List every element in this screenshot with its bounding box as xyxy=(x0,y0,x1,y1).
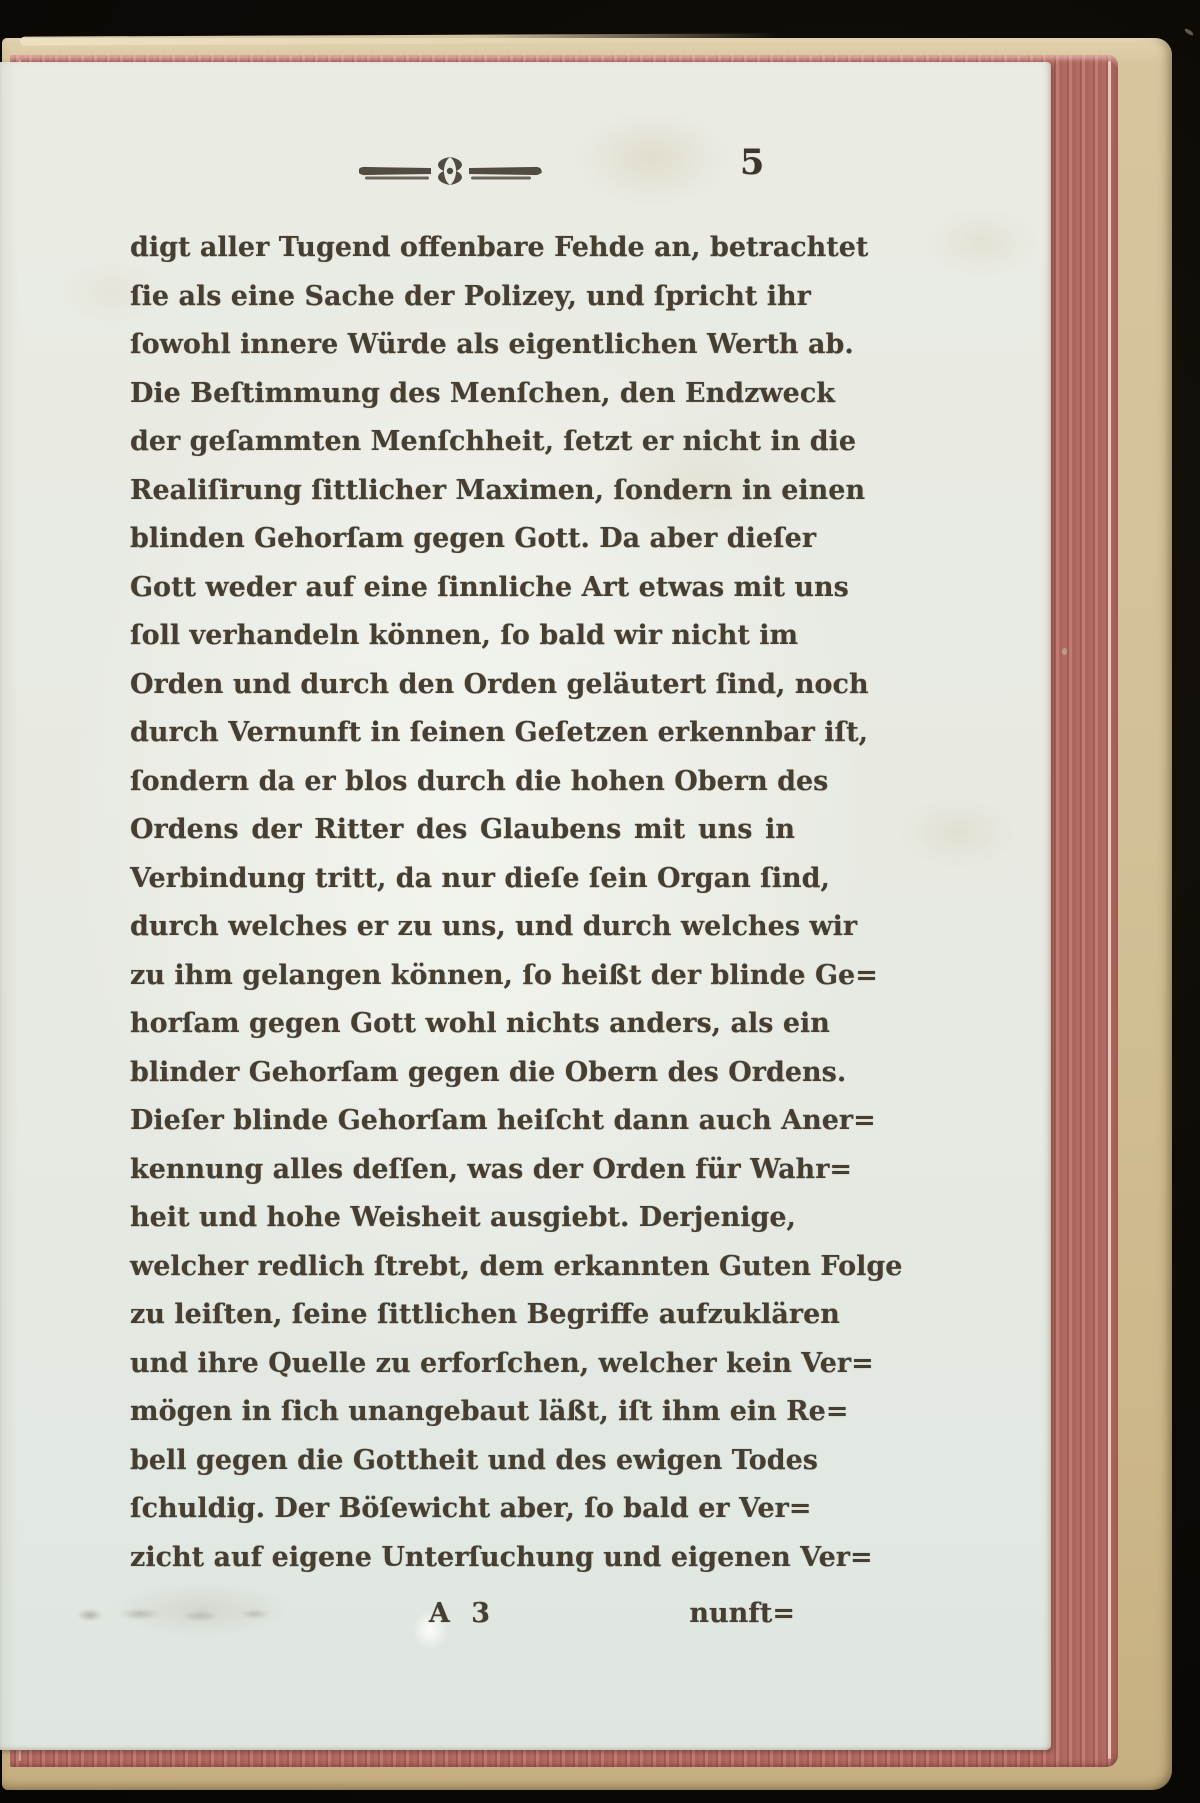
catchword: nunft= xyxy=(689,1598,795,1629)
body-text-line: Verbindung tritt, da nur dieſe ſein Organ ſind, xyxy=(130,862,830,894)
body-text-line: Dieſer blinde Gehorſam heiſcht dann auch Aner= xyxy=(130,1105,876,1136)
body-text-line: digt aller Tugend offenbare Fehde an, betrachtet xyxy=(130,232,869,263)
page-header xyxy=(0,142,1050,216)
body-text-line: zu ihm gelangen können, ſo heißt der blinde Ge= xyxy=(130,959,878,991)
body-text-line: mögen in ſich unangebaut läßt, iſt ihm ein Re= xyxy=(130,1396,849,1427)
body-text-line: ſowohl innere Würde als eigentlichen Werth ab. xyxy=(130,329,854,360)
body-text-line: und ihre Quelle zu erforſchen, welcher kein Ver= xyxy=(130,1347,874,1379)
body-text-line: durch welches er zu uns, und durch welches wir xyxy=(130,911,858,942)
body-text-line: zicht auf eigene Unterſuchung und eigenen Ver= xyxy=(130,1541,873,1573)
body-text-line: durch Vernunft in ſeinen Geſetzen erkennbar iſt, xyxy=(130,717,868,748)
body-text-line: horſam gegen Gott wohl nichts anders, als ein xyxy=(130,1008,830,1039)
body-text-line: ſondern da er blos durch die hohen Obern des xyxy=(130,765,829,797)
body-text-line: Ordens der Ritter des Glaubens mit uns in xyxy=(130,814,795,845)
body-text-line: heit und hohe Weisheit ausgiebt. Derjenige, xyxy=(130,1202,796,1233)
cover-worn-edge xyxy=(20,33,780,45)
body-text-line: blinden Gehorſam gegen Gott. Da aber dieſer xyxy=(130,523,817,554)
body-text-line: ſchuldig. Der Böſewicht aber, ſo bald er Ver= xyxy=(130,1493,812,1524)
book-page xyxy=(0,62,1051,1750)
body-text-line: bell gegen die Gottheit und des ewigen Todes xyxy=(130,1444,818,1476)
page-number: 5 xyxy=(740,142,765,183)
body-text-line: zu leiſten, ſeine ſittlichen Begriffe aufzuklären xyxy=(130,1299,840,1330)
body-text-line: blinder Gehorſam gegen die Obern des Ordens. xyxy=(130,1056,847,1088)
body-text-line: Die Beſtimmung des Menſchen, den Endzweck xyxy=(130,377,835,409)
body-text-line: ſie als eine Sache der Polizey, und ſpricht ihr xyxy=(130,280,811,312)
body-text xyxy=(130,224,903,1582)
printers-rule-ornament-icon xyxy=(355,154,545,188)
body-text-line: Orden und durch den Orden geläutert ſind, noch xyxy=(130,668,869,700)
dust-speck xyxy=(1062,648,1067,655)
body-text-line: der geſammten Menſchheit, ſetzt er nicht in die xyxy=(130,426,857,457)
body-text-line: ſoll verhandeln können, ſo bald wir nicht im xyxy=(130,620,799,651)
dust-speck xyxy=(1184,27,1194,36)
body-text-line: kennung alles deſſen, was der Orden für Wahr= xyxy=(130,1153,853,1185)
ink-bleedthrough-smudge xyxy=(70,1602,300,1628)
body-text-line: Gott weder auf eine ſinnliche Art etwas mit uns xyxy=(130,571,849,603)
body-text-line: welcher redlich ſtrebt, dem erkannten Guten Folge xyxy=(130,1250,903,1282)
gathering-signature: A 3 xyxy=(428,1598,497,1629)
body-text-line: Realiſirung ſittlicher Maximen, ſondern in einen xyxy=(130,474,866,506)
page-edge-highlight xyxy=(1108,61,1111,1759)
